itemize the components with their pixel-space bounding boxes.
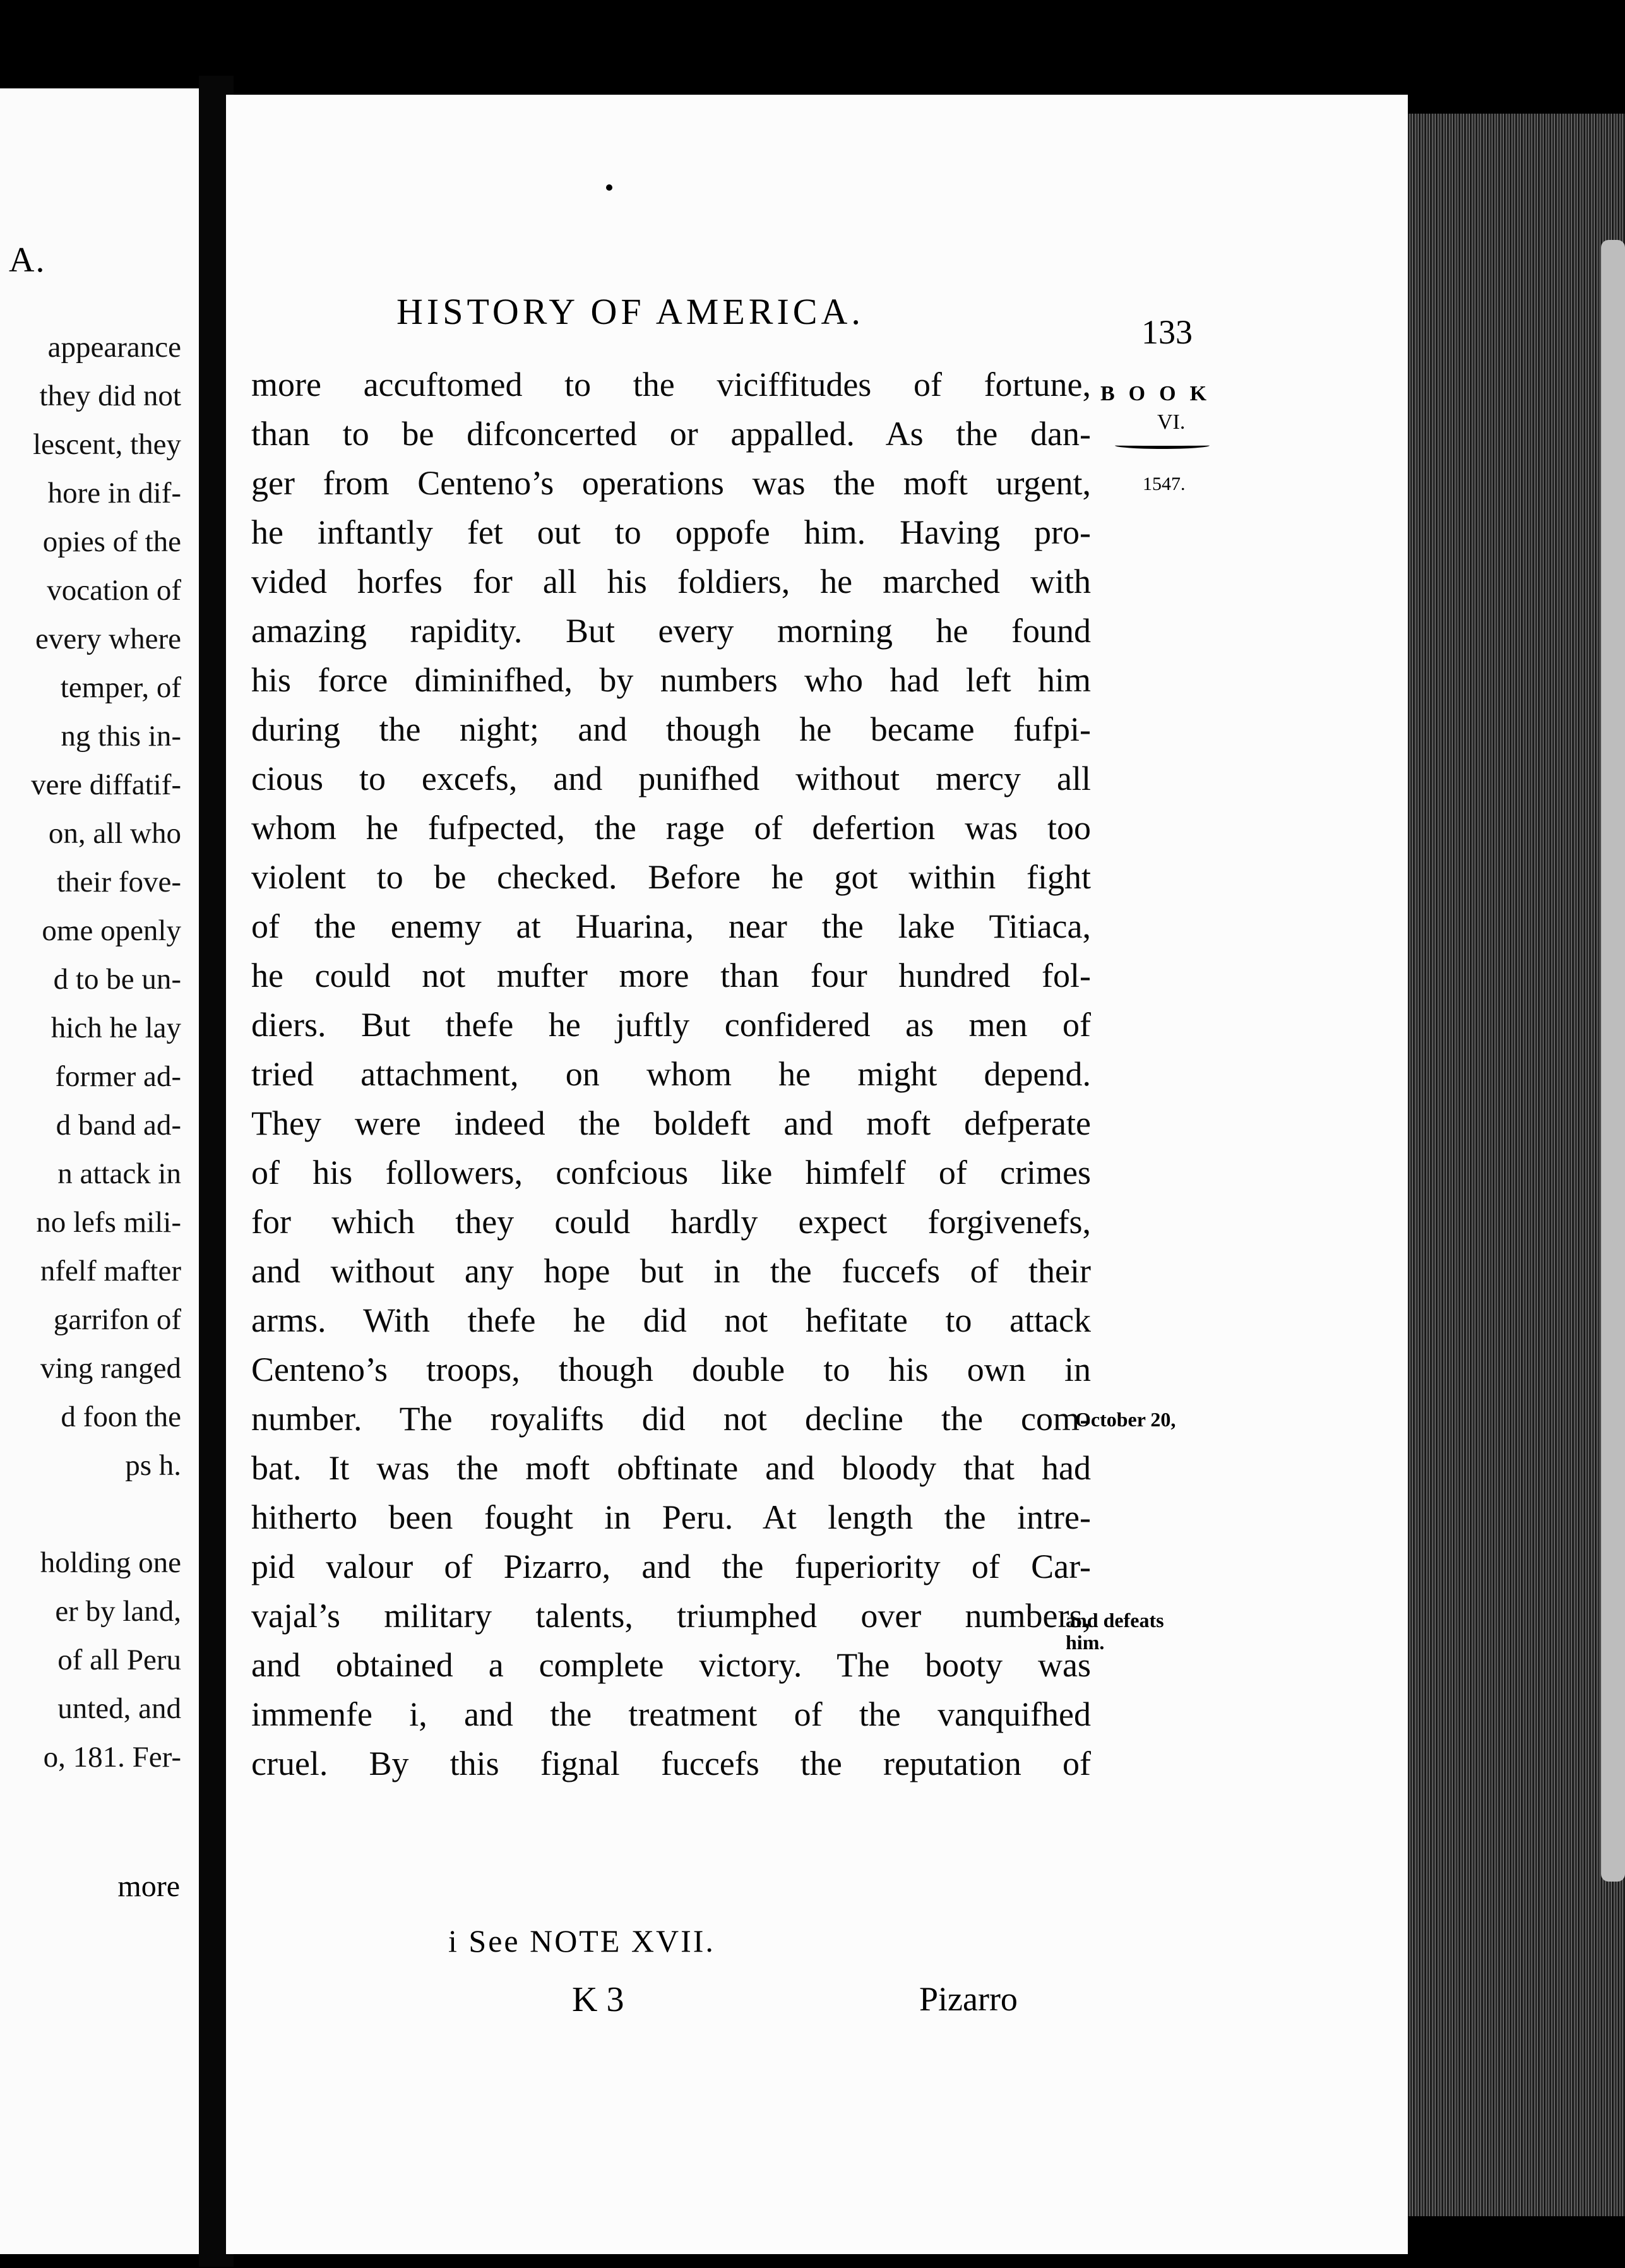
text-line: of the enemy at Huarina, near the lake Titiaca, [251,907,1091,945]
text-line: arms. With thefe he did not hefitate to attack [251,1301,1091,1339]
left-text-line: holding one [40,1546,181,1579]
left-text-line: on, all who [48,817,181,850]
margin-brace [1115,442,1210,449]
text-line: amazing rapidity. But every morning he found [251,612,1091,650]
body-text [251,360,1091,1788]
left-text-line: no lefs mili- [36,1206,181,1239]
text-line: for which they could hardly expect forgivenefs, [251,1203,1091,1241]
margin-note-defeats: and defeats [1066,1609,1164,1632]
left-text-line: former ad- [55,1060,181,1093]
left-text-line: lescent, they [33,428,181,461]
footnote: i See NOTE XVII. [448,1923,715,1959]
text-line: number. The royalifts did not decline the com- [251,1400,1091,1438]
left-text-line: vere diffatif- [31,768,181,801]
text-line: vajal’s military talents, triumphed over numbers, [251,1597,1091,1635]
left-text-line: their fove- [56,866,181,898]
text-line: during the night; and though he became fufpi- [251,710,1091,748]
text-line: of his followers, confcious like himfelf of crimes [251,1154,1091,1191]
page-edges [1402,114,1625,2216]
text-line: Centeno’s troops, though double to his own in [251,1351,1091,1388]
text-line: hitherto been fought in Peru. At length the intre- [251,1498,1091,1536]
text-line: diers. But thefe he juftly confidered as men of [251,1006,1091,1044]
text-line: tried attachment, on whom he might depend. [251,1055,1091,1093]
ink-speck [606,184,612,191]
text-line: and obtained a complete victory. The booty was [251,1646,1091,1684]
right-page [226,95,1408,2254]
left-text-line: ng this in- [61,720,181,753]
left-text-line: d band ad- [56,1109,181,1142]
left-running-head: A. [9,241,46,280]
left-text-line: er by land, [55,1595,181,1628]
left-text-line: every where [35,623,181,655]
text-line: whom he fufpected, the rage of defertion was too [251,809,1091,847]
left-text-line: temper, of [60,671,181,704]
catchword: Pizarro [919,1980,1018,2018]
page-edge-highlight [1601,240,1625,1882]
text-line: pid valour of Pizarro, and the fuperiority of Car- [251,1548,1091,1585]
left-text-line: nfelf mafter [40,1255,181,1287]
left-text-line: ps h. [125,1449,181,1482]
left-text-line: opies of the [42,525,181,558]
text-line: ger from Centeno’s operations was the moft urgent, [251,464,1091,502]
left-text-line: o, 181. Fer- [43,1741,181,1774]
text-line: They were indeed the boldeft and moft defperate [251,1104,1091,1142]
left-text-line: they did not [39,379,181,412]
left-text-line: hore in dif- [47,477,181,510]
left-text-line: d to be un- [53,963,181,996]
text-line: bat. It was the moft obftinate and bloody that had [251,1449,1091,1487]
text-line: his force diminifhed, by numbers who had left him [251,661,1091,699]
margin-note-date: October 20, [1075,1408,1176,1431]
text-line: than to be difconcerted or appalled. As the dan- [251,415,1091,453]
margin-volume-label: VI. [1157,410,1186,434]
left-text-line: unted, and [57,1692,181,1725]
text-line: violent to be checked. Before he got within fight [251,858,1091,896]
left-text-line: hich he lay [51,1012,181,1044]
margin-book-label: BOOK [1100,382,1221,405]
margin-year-label: 1547. [1143,474,1186,494]
left-page [0,88,199,2254]
signature-mark: K 3 [572,1980,624,2019]
left-text-line: of all Peru [57,1644,181,1676]
text-line: cruel. By this fignal fuccefs the reputation of [251,1745,1091,1782]
margin-note-him: him. [1066,1631,1105,1654]
left-text-line: ome openly [42,914,181,947]
left-text-line: ving ranged [40,1352,181,1385]
text-line: immenfe i, and the treatment of the vanquifhed [251,1695,1091,1733]
left-catchword: more [117,1870,180,1903]
left-text-line: d foon the [61,1400,181,1433]
text-line: he inftantly fet out to oppofe him. Having pro- [251,513,1091,551]
left-text-line: vocation of [47,574,181,607]
text-line: and without any hope but in the fuccefs of their [251,1252,1091,1290]
text-line: more accuftomed to the viciffitudes of fortune, [251,366,1091,403]
page-number: 133 [1141,313,1193,351]
page-header: HISTORY OF AMERICA. [396,291,864,332]
left-text-line: appearance [47,331,181,364]
left-text-line: garrifon of [53,1303,181,1336]
left-text-line: n attack in [57,1157,181,1190]
text-line: he could not mufter more than four hundred fol- [251,957,1091,994]
text-line: vided horfes for all his foldiers, he marched with [251,563,1091,600]
text-line: cious to excefs, and punifhed without mercy all [251,760,1091,797]
